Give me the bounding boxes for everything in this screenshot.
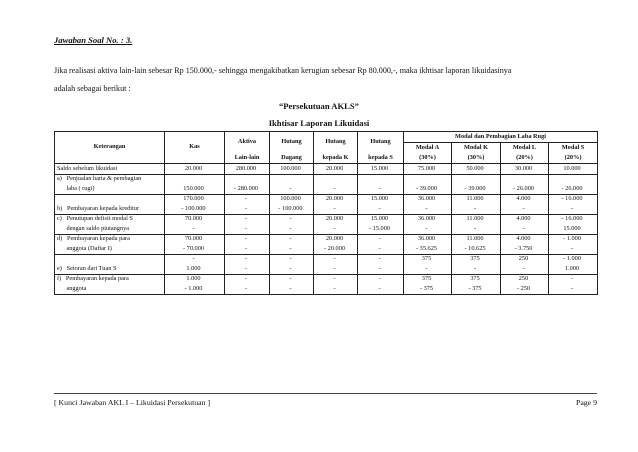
cell-value: 36.000 [404, 214, 452, 224]
cell-value: - [314, 264, 358, 274]
cell-value: - 16.000 [549, 214, 598, 224]
cell-value: - 100.000 [165, 204, 225, 214]
cell-value: - 20.000 [314, 244, 358, 254]
company-title: “Persekutuan AKLS” [279, 101, 359, 111]
row-label: e) Setoran dari Tuan S [55, 264, 165, 274]
cell-value: - 70.000 [165, 244, 225, 254]
liquidation-table [54, 131, 598, 295]
cell-value: 70.000 [165, 234, 225, 244]
header-modal-s-1: Modal S [549, 143, 598, 154]
table-row [55, 214, 598, 224]
row-label: b) Pembayaran kepada kreditur [55, 204, 165, 214]
table-row [55, 174, 598, 184]
header-kas: Kas [165, 132, 225, 164]
cell-value: - [225, 194, 270, 204]
cell-value: - 26.000 [549, 184, 598, 194]
cell-value: 11.000 [452, 214, 501, 224]
cell-value: - [225, 204, 270, 214]
paragraph-line-2: adalah sebagai berikut : [54, 84, 131, 93]
cell-value: - [314, 224, 358, 234]
cell-value: - [270, 254, 314, 264]
cell-value: - 375 [404, 284, 452, 294]
cell-value: 4.000 [501, 194, 549, 204]
cell-value: 15.000 [358, 164, 404, 175]
row-label [55, 254, 165, 264]
cell-value: - [225, 234, 270, 244]
cell-value: - [501, 224, 549, 234]
cell-value: - [358, 274, 404, 284]
cell-value: 100.000 [270, 164, 314, 175]
header-modal-a-2: (30%) [404, 153, 452, 164]
cell-value: - [225, 274, 270, 284]
table-row [55, 164, 598, 175]
header-modal-k-1: Modal K [452, 143, 501, 154]
cell-value: - [358, 244, 404, 254]
cell-value: - [270, 284, 314, 294]
cell-value: - [452, 204, 501, 214]
cell-value: - [501, 264, 549, 274]
cell-value [270, 174, 314, 184]
cell-value: 1.000 [165, 274, 225, 284]
footer-title: [ Kunci Jawaban AKL I – Likuidasi Persekutuan ] [54, 398, 211, 407]
header-hutang-dagang-2: Dagang [270, 153, 314, 164]
header-modal-k-2: (30%) [452, 153, 501, 164]
cell-value: - [270, 214, 314, 224]
cell-value: - [358, 234, 404, 244]
cell-value: - [225, 224, 270, 234]
cell-value: - [270, 264, 314, 274]
cell-value: 4.000 [501, 214, 549, 224]
cell-value: 150.000 [165, 184, 225, 194]
row-label: anggota (Daftar I) [55, 244, 165, 254]
cell-value: - [225, 214, 270, 224]
table-row [55, 194, 598, 204]
cell-value: - [225, 244, 270, 254]
cell-value: - [314, 204, 358, 214]
cell-value [452, 174, 501, 184]
row-label: d) Pembayaran kepada para [55, 234, 165, 244]
header-aktiva-1: Aktiva [225, 132, 270, 154]
cell-value [225, 174, 270, 184]
cell-value: - [314, 284, 358, 294]
cell-value: - [270, 224, 314, 234]
cell-value: - 1.000 [549, 254, 598, 264]
row-label: anggota [55, 284, 165, 294]
cell-value: - [358, 264, 404, 274]
row-label: a) Penjualan harta & pembagian [55, 174, 165, 184]
cell-value: 20.000 [314, 194, 358, 204]
table-row [55, 234, 598, 244]
table-row [55, 264, 598, 274]
cell-value: 36.000 [404, 234, 452, 244]
answer-heading: Jawaban Soal No. : 3. [54, 35, 133, 45]
cell-value: 375 [404, 254, 452, 264]
row-label: dengan saldo piutangnya [55, 224, 165, 234]
cell-value: - [165, 224, 225, 234]
cell-value: 15.000 [358, 194, 404, 204]
cell-value: 20.000 [165, 164, 225, 175]
cell-value: - [270, 234, 314, 244]
cell-value: 375 [452, 254, 501, 264]
cell-value: - 39.000 [404, 184, 452, 194]
cell-value [501, 174, 549, 184]
cell-value: - [314, 274, 358, 284]
cell-value: 250 [501, 274, 549, 284]
cell-value: - 280.000 [225, 184, 270, 194]
header-hutang-s-2: kepada S [358, 153, 404, 164]
row-label: f) Pembayaran kepada para [55, 274, 165, 284]
cell-value: 100.000 [270, 194, 314, 204]
cell-value: 250 [501, 254, 549, 264]
cell-value: - 16.000 [549, 194, 598, 204]
report-title: Ikhtisar Laporan Likuidasi [268, 118, 370, 128]
table-row [55, 184, 598, 194]
cell-value: - 10.625 [452, 244, 501, 254]
cell-value: - [358, 204, 404, 214]
cell-value [358, 174, 404, 184]
cell-value: - [314, 254, 358, 264]
cell-value: - 3.750 [501, 244, 549, 254]
cell-value: - [404, 264, 452, 274]
cell-value: 280.000 [225, 164, 270, 175]
cell-value: 15.000 [358, 214, 404, 224]
cell-value: 4.000 [501, 234, 549, 244]
cell-value: - [549, 204, 598, 214]
table-row [55, 204, 598, 214]
cell-value: 11.000 [452, 234, 501, 244]
cell-value: - [314, 184, 358, 194]
cell-value [165, 174, 225, 184]
cell-value: - [270, 244, 314, 254]
cell-value: - [225, 254, 270, 264]
table-row [55, 244, 598, 254]
cell-value [314, 174, 358, 184]
cell-value: 375 [404, 274, 452, 284]
cell-value: - [165, 254, 225, 264]
cell-value: - 35.625 [404, 244, 452, 254]
cell-value [549, 174, 598, 184]
header-modal-s-2: (20%) [549, 153, 598, 164]
table-row [55, 284, 598, 294]
cell-value: - [549, 244, 598, 254]
table-row [55, 224, 598, 234]
cell-value: - 1.000 [165, 284, 225, 294]
paragraph-line-1: Jika realisasi aktiva lain-lain sebesar Rp 150.000,- sehingga mengakibatkan kerugian sebesar Rp 80.000,-, maka ikhtisar laporan likuidasinya [54, 66, 512, 75]
cell-value: 170.000 [165, 194, 225, 204]
cell-value: - [358, 184, 404, 194]
cell-value: - 100.000 [270, 204, 314, 214]
cell-value: 70.000 [165, 214, 225, 224]
cell-value: 1.000 [549, 264, 598, 274]
cell-value: 30.000 [501, 164, 549, 175]
footer-divider [54, 393, 597, 394]
header-aktiva-2: Lain-lain [225, 153, 270, 164]
cell-value: 375 [452, 274, 501, 284]
cell-value: - [404, 224, 452, 234]
cell-value: - [549, 284, 598, 294]
cell-value: 75.000 [404, 164, 452, 175]
cell-value: - [270, 274, 314, 284]
row-label: laba ( rugi) [55, 184, 165, 194]
header-modal-l-1: Modal L [501, 143, 549, 154]
cell-value: - [549, 274, 598, 284]
table-row [55, 254, 598, 264]
table-row [55, 274, 598, 284]
header-hutang-k-2: kepada K [314, 153, 358, 164]
row-label [55, 194, 165, 204]
cell-value: - [501, 204, 549, 214]
cell-value: - [270, 184, 314, 194]
cell-value: 50.000 [452, 164, 501, 175]
header-modal-a-1: Modal A [404, 143, 452, 154]
cell-value: - [225, 264, 270, 274]
cell-value: - 1.000 [549, 234, 598, 244]
cell-value: - 26.000 [501, 184, 549, 194]
header-modal-l-2: (20%) [501, 153, 549, 164]
cell-value: - [404, 204, 452, 214]
cell-value: - 250 [501, 284, 549, 294]
cell-value: - 375 [452, 284, 501, 294]
cell-value: 20.000 [314, 234, 358, 244]
header-hutang-k-1: Hutang [314, 132, 358, 154]
cell-value: 10.000 [549, 164, 598, 175]
cell-value: 1.000 [165, 264, 225, 274]
cell-value: - [358, 254, 404, 264]
cell-value: 15.000 [549, 224, 598, 234]
cell-value: 11.000 [452, 194, 501, 204]
cell-value: - [452, 224, 501, 234]
cell-value: 20.000 [314, 214, 358, 224]
header-hutang-dagang-1: Hutang [270, 132, 314, 154]
header-modal-group: Modal dan Pembagian Laba Rugi [404, 132, 598, 143]
cell-value: - [358, 284, 404, 294]
cell-value [404, 174, 452, 184]
header-hutang-s-1: Hutang [358, 132, 404, 154]
cell-value: - 15.000 [358, 224, 404, 234]
cell-value: - [452, 264, 501, 274]
cell-value: 20.000 [314, 164, 358, 175]
page-number: Page 9 [575, 398, 597, 407]
cell-value: - [225, 284, 270, 294]
row-label: c) Penutupan defisit modal S [55, 214, 165, 224]
row-label: Saldo sebelum likuidasi [55, 164, 165, 175]
cell-value: - 39.000 [452, 184, 501, 194]
header-keterangan: Keterangan [55, 132, 165, 164]
cell-value: 36.000 [404, 194, 452, 204]
